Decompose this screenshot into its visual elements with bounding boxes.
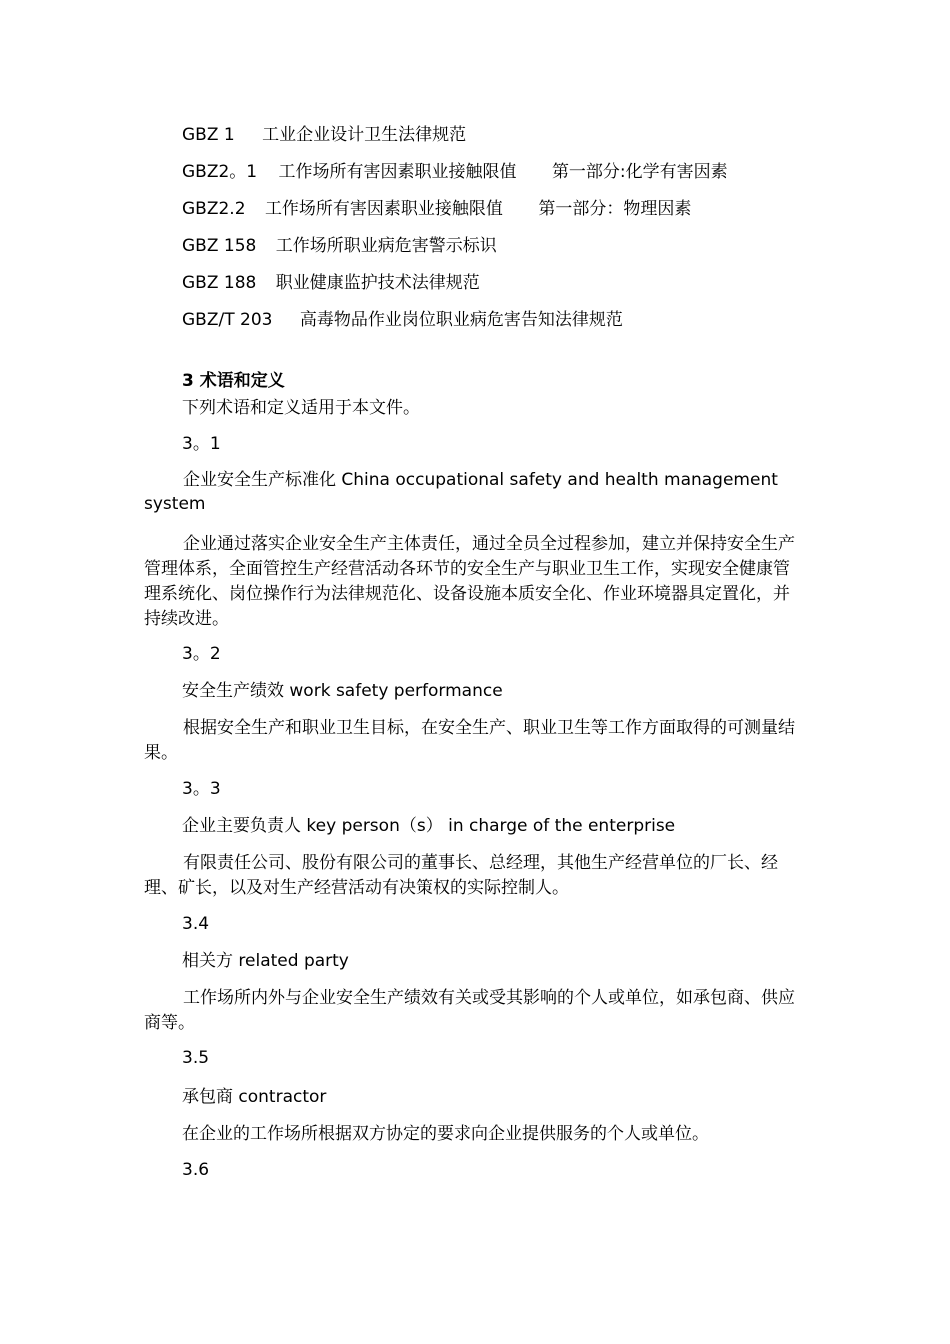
term-number: 3.4 [182, 914, 210, 934]
reference-code: GBZ 1 [182, 125, 235, 145]
term-number: 3.6 [182, 1160, 210, 1180]
section-heading: 3 术语和定义 [182, 371, 285, 391]
reference-title: 工作场所职业病危害警示标识 [275, 236, 497, 256]
reference-title: 高毒物品作业岗位职业病危害告知法律规范 [299, 310, 623, 330]
term-definition: 企业通过落实企业安全生产主体责任，通过全员全过程参加，建立并保持安全生产管理体系，全面管控生产经营活动各环节的安全生产与职业卫生工作，实现安全健康管理系统化、岗位操作行为法律规范化、设备设施本质安全化、作业环境器具定置化，并持续改进。 [144, 534, 795, 629]
reference-code: GBZ 188 [182, 273, 257, 293]
reference-title: 工作场所有害因素职业接触限值 [264, 199, 503, 219]
term-name: 承包商 contractor [182, 1087, 327, 1107]
term-number: 3。1 [182, 434, 221, 454]
reference-item [182, 235, 497, 257]
term-name: 相关方 related party [182, 951, 349, 971]
reference-part: 第一部分：物理因素 [538, 199, 692, 219]
term-name: 企业安全生产标准化 China occupational safety and health management system [144, 470, 778, 514]
term-number: 3。3 [182, 779, 221, 799]
reference-code: GBZ 158 [182, 236, 257, 256]
term-name: 企业主要负责人 key person（s） in charge of the enterprise [182, 816, 676, 836]
reference-item [182, 124, 466, 146]
term-definition: 工作场所内外与企业安全生产绩效有关或受其影响的个人或单位，如承包商、供应商等。 [144, 988, 795, 1033]
reference-item [182, 309, 623, 331]
reference-title: 工作场所有害因素职业接触限值 [278, 162, 517, 182]
reference-item [182, 198, 691, 220]
reference-part: 第一部分:化学有害因素 [551, 162, 728, 182]
term-number: 3。2 [182, 644, 221, 664]
section-intro: 下列术语和定义适用于本文件。 [182, 398, 420, 418]
term-definition: 根据安全生产和职业卫生目标，在安全生产、职业卫生等工作方面取得的可测量结果。 [144, 718, 795, 763]
reference-code: GBZ/T 203 [182, 310, 273, 330]
term-name: 安全生产绩效 work safety performance [182, 681, 503, 701]
reference-item [182, 161, 728, 183]
term-definition: 有限责任公司、股份有限公司的董事长、总经理，其他生产经营单位的厂长、经理、矿长，以及对生产经营活动有决策权的实际控制人。 [144, 853, 778, 898]
term-definition: 在企业的工作场所根据双方协定的要求向企业提供服务的个人或单位。 [182, 1124, 709, 1144]
reference-item [182, 272, 480, 294]
reference-code: GBZ2。1 [182, 162, 258, 182]
reference-code: GBZ2.2 [182, 199, 246, 219]
reference-title: 职业健康监护技术法律规范 [275, 273, 480, 293]
reference-title: 工业企业设计卫生法律规范 [262, 125, 467, 145]
term-number: 3.5 [182, 1048, 210, 1068]
